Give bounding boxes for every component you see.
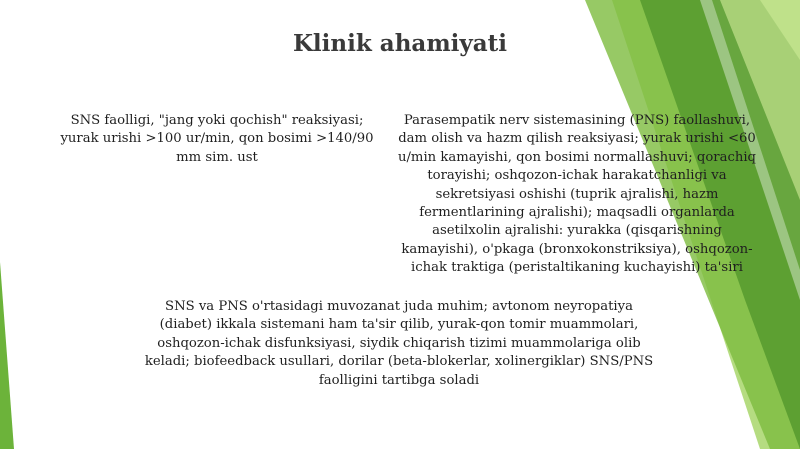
left-text-block: SNS faolligi, "jang yoki qochish" reaksiyasi; yurak urishi >100 ur/min, qon bosimi >140/90 mm sim. ust bbox=[60, 113, 374, 165]
right-text-block: Parasempatik nerv sistemasining (PNS) faollashuvi, dam olish va hazm qilish reaksiyasi; yurak urishi <60 u/min kamayishi, qon bosimi normallashuvi; qorachiq torayishi; oshqozon-ichak harakatchanligi va sekretsiyasi oshishi (tuprik ajralishi, hazm fermentlarining ajralishi); maqsadli organlarda asetilxolin ajralishi: yurakka (qisqarishning kamayishi), o'pkaga (bronxokonstriksiya), oshqozon-ichak traktiga (peristaltikaning kuchayishi) ta'siri bbox=[398, 113, 756, 276]
slide-title: Klinik ahamiyati bbox=[292, 30, 508, 57]
bottom-text-block: SNS va PNS o'rtasidagi muvozanat juda muhim; avtonom neyropatiya (diabet) ikkala sistemani ham ta'sir qilib, yurak-qon tomir muammolari, oshqozon-ichak disfunksiyasi, siydik chiqarish tizimi muammolariga olib keladi; biofeedback usullari, dorilar (beta-blokerlar, xolinergiklar) SNS/PNS faolligini tartibga soladi bbox=[144, 299, 654, 388]
left-green-sliver bbox=[0, 262, 14, 449]
